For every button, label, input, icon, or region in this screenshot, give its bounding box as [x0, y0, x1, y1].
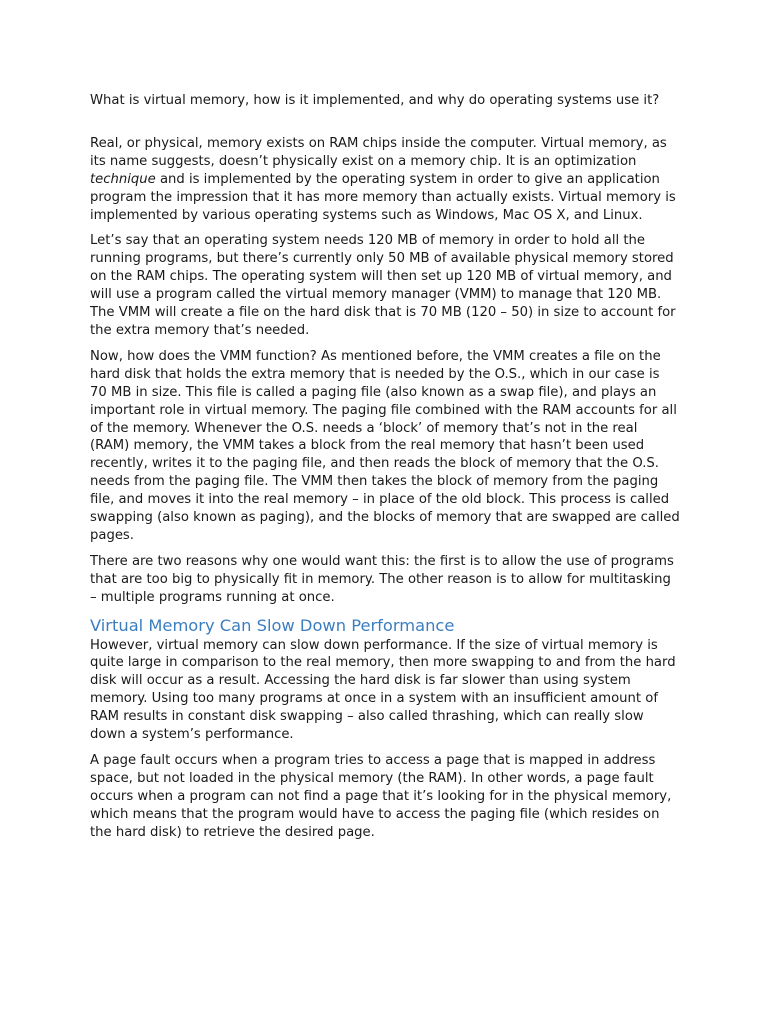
- document-page: [90, 92, 680, 850]
- question-text: What is virtual memory, how is it implemented, and why do operating systems use it?: [90, 93, 660, 108]
- paragraph-vmm-function: Now, how does the VMM function? As mentioned before, the VMM creates a file on the hard disk that holds the extra memory that is needed by the O.S., which in our case is 70 MB in size. This file is called a paging file (also known as a swap file), and plays an important role in virtual memory. The paging file combined with the RAM accounts for all of the memory. Whenever the O.S. needs a ‘block’ of memory that’s not in the real (RAM) memory, the VMM takes a block from the real memory that hasn’t been used recently, writes it to the paging file, and then reads the block of memory that the O.S. needs from the paging file. The VMM then takes the block of memory from the paging file, and moves it into the real memory – in place of the old block. This process is called swapping (also known as paging), and the blocks of memory that are swapped are called pages.: [90, 348, 680, 543]
- section-heading: Virtual Memory Can Slow Down Performance: [90, 615, 455, 635]
- paragraph-real-vs-virtual: [90, 135, 680, 225]
- emphasis-technique: technique: [90, 171, 156, 187]
- paragraph-page-fault: A page fault occurs when a program tries to access a page that is mapped in address space, but not loaded in the physical memory (the RAM). In other words, a page fault occurs when a program can not find a page that it’s looking for in the physical memory, which means that the program would have to access the paging file (which resides on the hard disk) to retrieve the desired page.: [90, 753, 672, 840]
- paragraph-os-example: Let’s say that an operating system needs 120 MB of memory in order to hold all the running programs, but there’s currently only 50 MB of available physical memory stored on the RAM chips. The operating system will then set up 120 MB of virtual memory, and will use a program called the virtual memory manager (VMM) to manage that 120 MB. The VMM will create a file on the hard disk that is 70 MB (120 – 50) in size to account for the extra memory that’s needed.: [90, 233, 676, 338]
- paragraph-performance: However, virtual memory can slow down performance. If the size of virtual memory is quite large in comparison to the real memory, then more swapping to and from the hard disk will occur as a result. Accessing the hard disk is far slower than using system memory. Using too many programs at once in a system with an insufficient amount of RAM results in constant disk swapping – also called thrashing, which can really slow down a system’s performance.: [90, 637, 676, 743]
- paragraph-1-text-start: Real, or physical, memory exists on RAM chips inside the computer. Virtual memory, as its name suggests, doesn’t physically exist on a memory chip. It is an optimization: [90, 135, 667, 169]
- paragraph-reasons: There are two reasons why one would want this: the first is to allow the use of programs that are too big to physically fit in memory. The other reason is to allow for multitasking – multiple programs running at once.: [90, 553, 674, 605]
- paragraph-1-text-end: and is implemented by the operating system in order to give an application program the impression that it has more memory than actually exists. Virtual memory is implemented by various operating systems such as Windows, Mac OS X, and Linux.: [90, 171, 676, 223]
